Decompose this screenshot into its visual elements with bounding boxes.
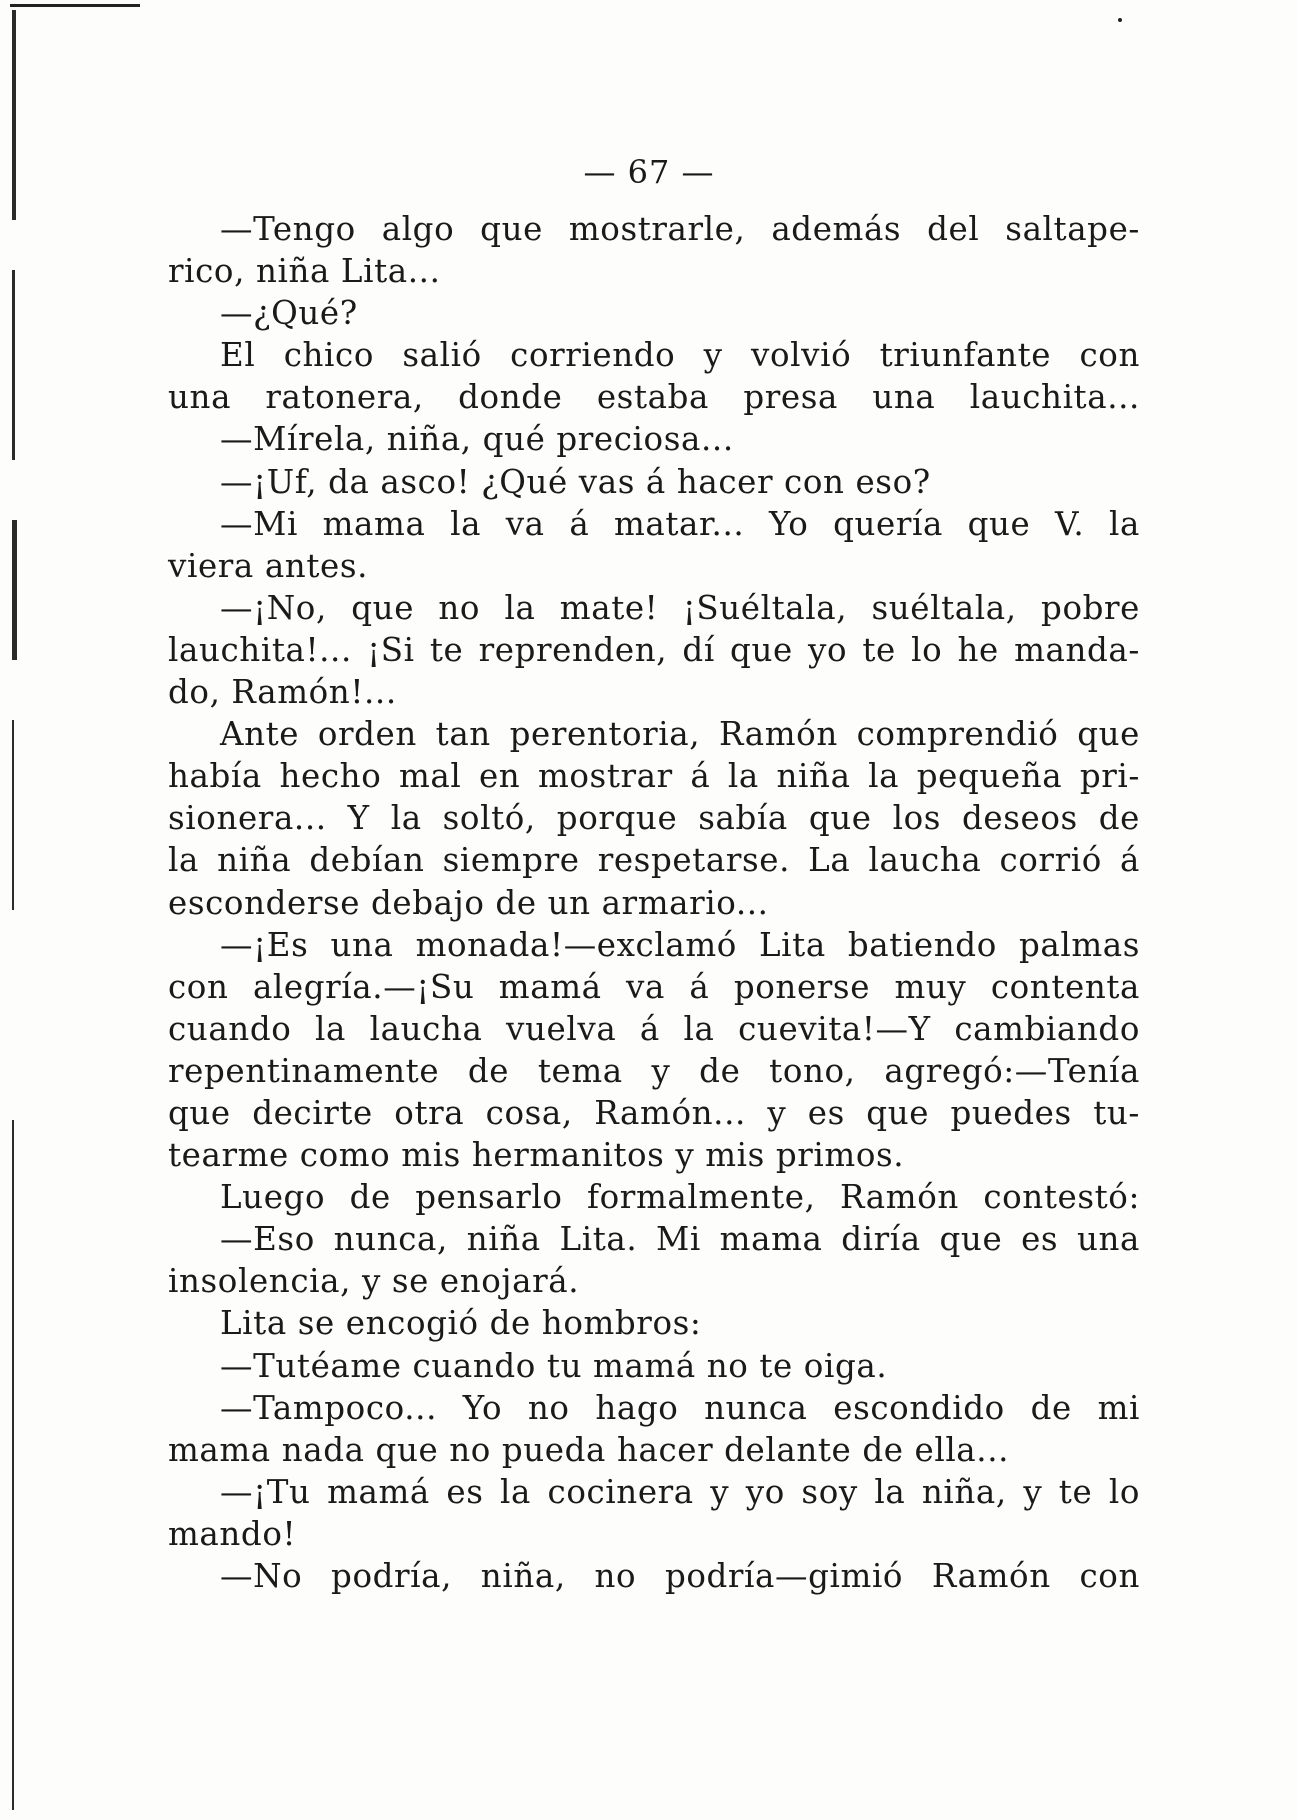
text-line: sionera... Y la soltó, porque sabía que los deseos de: [168, 799, 1140, 838]
text-line: —Tengo algo que mostrarle, además del saltape-: [220, 210, 1140, 248]
text-line: —¡Es una monada!—exclamó Lita batiendo palmas: [220, 925, 1140, 964]
text-line: do, Ramón!...: [168, 673, 397, 712]
text-line: rico, niña Lita...: [168, 252, 441, 291]
text-line: una ratonera, donde estaba presa una lauchita...: [168, 378, 1140, 417]
text-line: lauchita!... ¡Si te reprenden, dí que yo te lo he manda-: [168, 630, 1140, 669]
page-number: — 67 —: [583, 153, 715, 191]
text-line: tearme como mis hermanitos y mis primos.: [168, 1136, 905, 1175]
scan-edge-line: [12, 270, 15, 460]
body-text: [168, 208, 1140, 1597]
text-line: viera antes.: [168, 546, 369, 585]
text-line: —Mírela, niña, qué preciosa...: [220, 420, 734, 459]
text-line: Lita se encogió de hombros:: [220, 1304, 702, 1343]
text-line: —¡Uf, da asco! ¿Qué vas á hacer con eso?: [220, 462, 931, 501]
text-line: mama nada que no pueda hacer delante de ella...: [168, 1430, 1010, 1469]
text-line: cuando la laucha vuelva á la cuevita!—Y cambiando: [168, 1009, 1140, 1048]
text-line: que decirte otra cosa, Ramón... y es que puedes tu-: [168, 1093, 1140, 1132]
text-line: —¡No, que no la mate! ¡Suéltala, suéltala, pobre: [220, 588, 1140, 627]
text-line: con alegría.—¡Su mamá va á ponerse muy contenta: [168, 967, 1140, 1006]
scan-edge-line: [12, 520, 17, 660]
text-line: repentinamente de tema y de tono, agregó:—Tenía: [168, 1051, 1140, 1090]
scan-edge-line: [12, 1120, 14, 1810]
text-line: Ante orden tan perentoria, Ramón comprendió que: [220, 715, 1140, 754]
scan-edge-line: [12, 720, 14, 910]
text-line: —No podría, niña, no podría—gimió Ramón con: [220, 1557, 1140, 1595]
text-line: la niña debían siempre respetarse. La laucha corrió á: [168, 841, 1140, 880]
text-line: esconderse debajo de un armario...: [168, 883, 769, 922]
text-line: —Tampoco... Yo no hago nunca escondido de mi: [220, 1388, 1140, 1427]
text-line: —¡Tu mamá es la cocinera y yo soy la niña, y te lo: [220, 1472, 1140, 1511]
text-line: —Eso nunca, niña Lita. Mi mama diría que es una: [220, 1220, 1140, 1259]
scan-dot: [1118, 18, 1122, 22]
text-line: mando!: [168, 1514, 297, 1553]
text-line: El chico salió corriendo y volvió triunfante con: [220, 336, 1140, 375]
text-line: Luego de pensarlo formalmente, Ramón contestó:: [220, 1178, 1140, 1217]
text-line: había hecho mal en mostrar á la niña la pequeña pri-: [168, 757, 1140, 796]
scan-corner-mark: [10, 4, 140, 15]
text-line: —¿Qué?: [220, 294, 358, 333]
text-line: insolencia, y se enojará.: [168, 1262, 580, 1301]
text-line: —Mi mama la va á matar... Yo quería que V. la: [220, 504, 1140, 543]
text-line: —Tutéame cuando tu mamá no te oiga.: [220, 1346, 888, 1385]
